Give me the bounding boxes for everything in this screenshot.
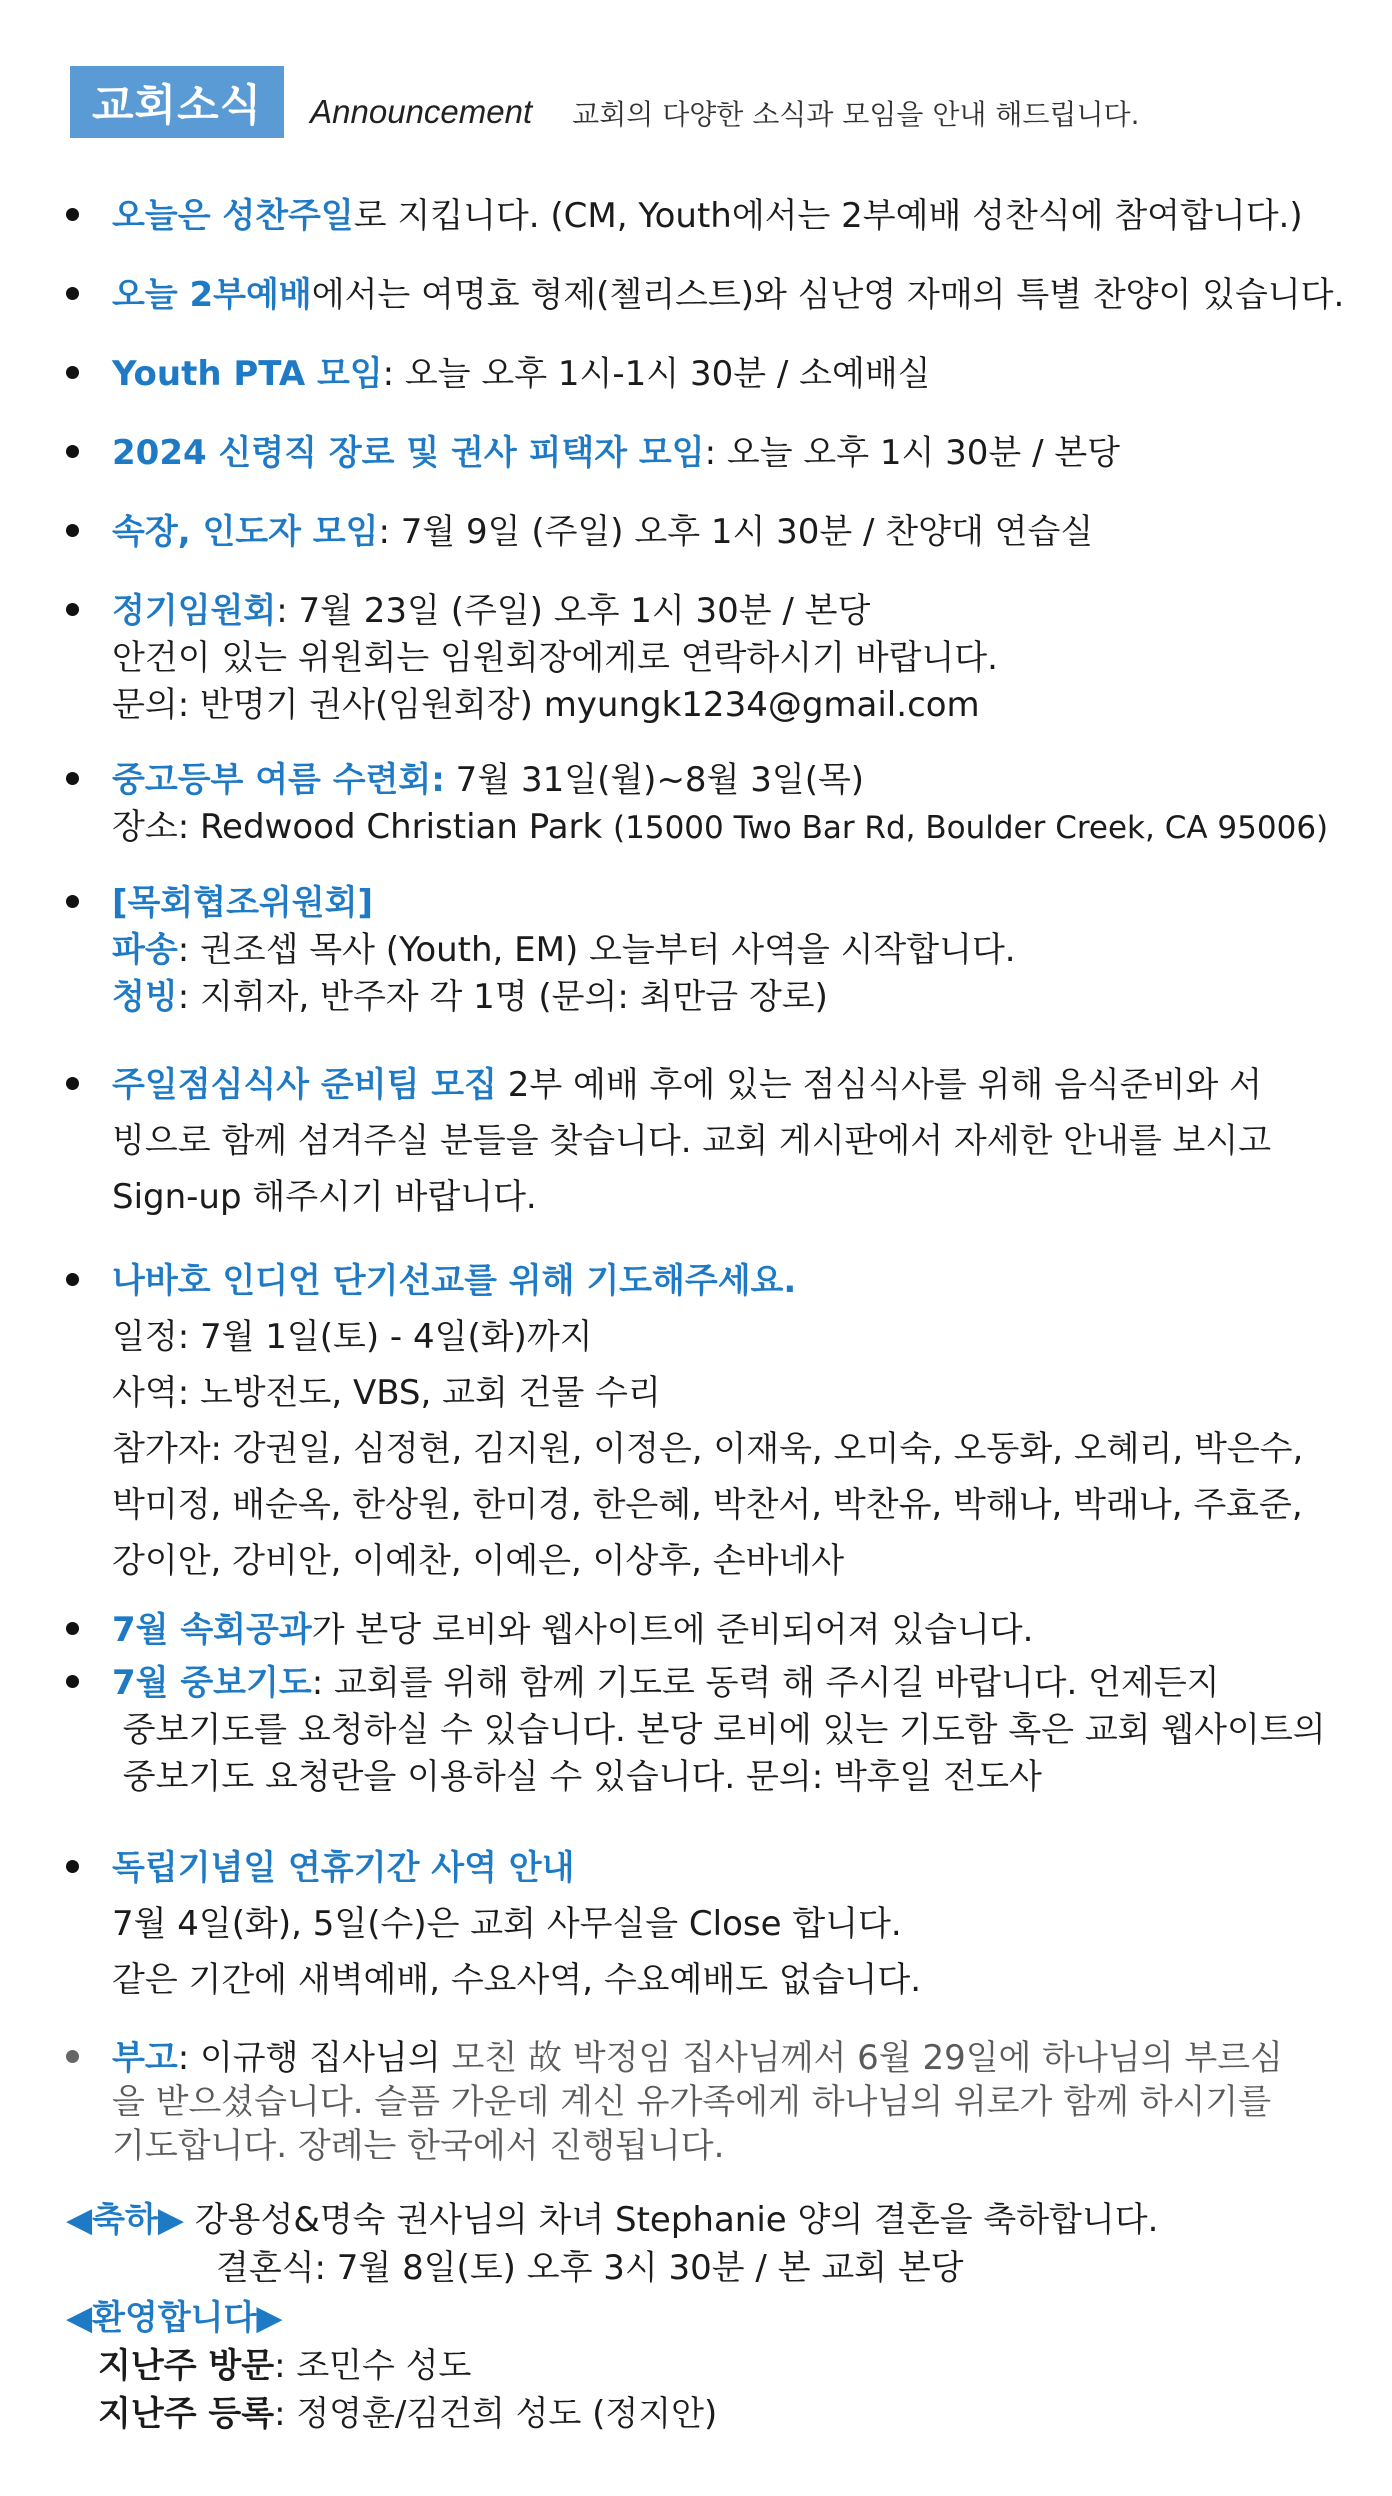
address-text: (15000 Two Bar Rd, Boulder Creek, CA 95006)	[613, 810, 1329, 846]
item-highlight: 오늘은 성찬주일	[112, 196, 354, 236]
item-highlight: Youth PTA 모임	[112, 354, 383, 394]
bullet-icon	[66, 1273, 79, 1286]
item-text: : 오늘 오후 1시 30분 / 본당	[704, 433, 1121, 473]
list-item	[112, 2036, 1352, 2168]
list-item	[112, 1057, 1352, 1225]
item-highlight: 2024 신령직 장로 및 권사 피택자 모임	[112, 433, 705, 473]
list-item	[112, 880, 1352, 1021]
bullet-icon	[66, 287, 79, 300]
list-item	[112, 193, 1352, 240]
item-text: : 이규행 집사님의	[177, 2038, 452, 2078]
bullet-icon	[66, 208, 79, 221]
item-highlight: 7월 속회공과	[112, 1610, 312, 1650]
list-item	[112, 272, 1352, 319]
list-item	[112, 351, 1352, 398]
bullet-icon	[66, 1860, 79, 1873]
item-text: 에서는 여명효 형제(첼리스트)와 심난영 자매의 특별 찬양이 있습니다.	[311, 275, 1345, 315]
list-item	[112, 757, 1352, 852]
bullet-icon	[66, 1077, 79, 1090]
item-highlight: 부고	[112, 2038, 178, 2078]
item-text: 중보기도를 요청하실 수 있습니다. 본당 로비에 있는 기도함 혹은 교회 웹사이트의	[112, 1710, 1326, 1750]
page-title: 교회소식	[70, 66, 284, 138]
registration-text: : 정영훈/김건희 성도 (정지안)	[274, 2394, 718, 2434]
list-item	[112, 1607, 1352, 1654]
item-text: : 7월 23일 (주일) 오후 1시 30분 / 본당	[276, 591, 871, 631]
english-subtitle: Announcement	[310, 93, 533, 130]
list-item	[112, 588, 1352, 729]
list-item	[112, 509, 1352, 556]
bullet-icon	[66, 366, 79, 379]
item-text: 강이안, 강비안, 이예찬, 이예은, 이상후, 손바네사	[112, 1541, 845, 1581]
item-text: 같은 기간에 새벽예배, 수요사역, 수요예배도 없습니다.	[112, 1960, 922, 2000]
item-highlight: 주일점심식사 준비팀 모집	[112, 1065, 497, 1105]
bullet-icon	[66, 2050, 79, 2063]
list-item	[112, 1253, 1352, 1589]
item-highlight: 7월 중보기도	[112, 1663, 312, 1703]
item-text: 박미정, 배순옥, 한상원, 한미경, 한은혜, 박찬서, 박찬유, 박해나, 박래나, 주효준,	[112, 1485, 1303, 1525]
bullet-icon	[66, 1622, 79, 1635]
item-text: 사역: 노방전도, VBS, 교회 건물 수리	[112, 1373, 661, 1413]
bullet-icon	[66, 772, 79, 785]
item-highlight: 오늘 2부예배	[112, 275, 312, 315]
item-text: 중보기도 요청란을 이용하실 수 있습니다. 문의: 박후일 전도사	[112, 1757, 1042, 1797]
item-highlight: 나바호 인디언 단기선교를 위해 기도해주세요.	[112, 1261, 797, 1301]
celebration-text: 결혼식: 7월 8일(토) 오후 3시 30분 / 본 교회 본당	[216, 2248, 964, 2288]
item-text: 모친 故 박정임 집사님께서 6월 29일에 하나님의 부르심	[451, 2038, 1283, 2078]
bullet-icon	[66, 445, 79, 458]
list-item	[112, 430, 1352, 477]
welcome-section	[66, 2294, 717, 2438]
item-text: 장소: Redwood Christian Park	[112, 807, 614, 847]
item-text: 참가자: 강권일, 심정현, 김지원, 이정은, 이재욱, 오미숙, 오동화, 오혜리, 박은수,	[112, 1429, 1304, 1469]
bullet-icon	[66, 1675, 79, 1688]
item-text: : 지휘자, 반주자 각 1명 (문의: 최만금 장로)	[177, 977, 828, 1017]
item-text: : 교회를 위해 함께 기도로 동력 해 주시길 바랍니다. 언제든지	[311, 1663, 1220, 1703]
bullet-icon	[66, 603, 79, 616]
item-highlight: 파송	[112, 930, 178, 970]
item-text: 문의: 반명기 권사(임원회장) myungk1234@gmail.com	[112, 685, 980, 725]
item-text: 7월 31일(월)~8월 3일(목)	[444, 760, 865, 800]
visit-label: 지난주 방문	[98, 2346, 275, 2386]
item-text: 을 받으셨습니다. 슬픔 가운데 계신 유가족에게 하나님의 위로가 함께 하시기를	[112, 2082, 1272, 2122]
item-highlight: 속장, 인도자 모임	[112, 512, 379, 552]
item-highlight: [목회협조위원회]	[112, 883, 373, 923]
item-text: : 7월 9일 (주일) 오후 1시 30분 / 찬양대 연습실	[378, 512, 1094, 552]
item-highlight: 중고등부 여름 수련회:	[112, 760, 445, 800]
item-text: 가 본당 로비와 웹사이트에 준비되어져 있습니다.	[311, 1610, 1034, 1650]
bullet-icon	[66, 524, 79, 537]
item-text: 안건이 있는 위원회는 임원회장에게로 연락하시기 바랍니다.	[112, 638, 998, 678]
header-description: 교회의 다양한 소식과 모임을 안내 해드립니다.	[572, 98, 1140, 131]
item-text: : 권조셉 목사 (Youth, EM) 오늘부터 사역을 시작합니다.	[177, 930, 1016, 970]
item-text: 2부 예배 후에 있는 점심식사를 위해 음식준비와 서	[496, 1065, 1262, 1105]
item-highlight: 정기임원회	[112, 591, 277, 631]
bullet-icon	[66, 895, 79, 908]
welcome-label: ◀환영합니다▶	[66, 2298, 283, 2338]
registration-label: 지난주 등록	[98, 2394, 275, 2434]
item-highlight: 청빙	[112, 977, 178, 1017]
item-text: 일정: 7월 1일(토) - 4일(화)까지	[112, 1317, 593, 1357]
list-item	[112, 1660, 1352, 1801]
header	[70, 66, 1139, 138]
item-text: Sign-up 해주시기 바랍니다.	[112, 1177, 537, 1217]
item-text: 7월 4일(화), 5일(수)은 교회 사무실을 Close 합니다.	[112, 1904, 902, 1944]
list-item	[112, 1840, 1352, 2008]
item-highlight: 독립기념일 연휴기간 사역 안내	[112, 1848, 575, 1888]
item-text: 로 지킵니다. (CM, Youth에서는 2부예배 성찬식에 참여합니다.)	[353, 196, 1303, 236]
item-text: : 오늘 오후 1시-1시 30분 / 소예배실	[382, 354, 931, 394]
celebration-text: 강용성&명숙 권사님의 차녀 Stephanie 양의 결혼을 축하합니다.	[183, 2200, 1159, 2240]
item-text: 빙으로 함께 섬겨주실 분들을 찾습니다. 교회 게시판에서 자세한 안내를 보시고	[112, 1121, 1272, 1161]
item-text: 기도합니다. 장례는 한국에서 진행됩니다.	[112, 2126, 725, 2166]
celebration-label: ◀축하▶	[66, 2200, 184, 2240]
celebration-section	[66, 2196, 1158, 2292]
visit-text: : 조민수 성도	[274, 2346, 472, 2386]
